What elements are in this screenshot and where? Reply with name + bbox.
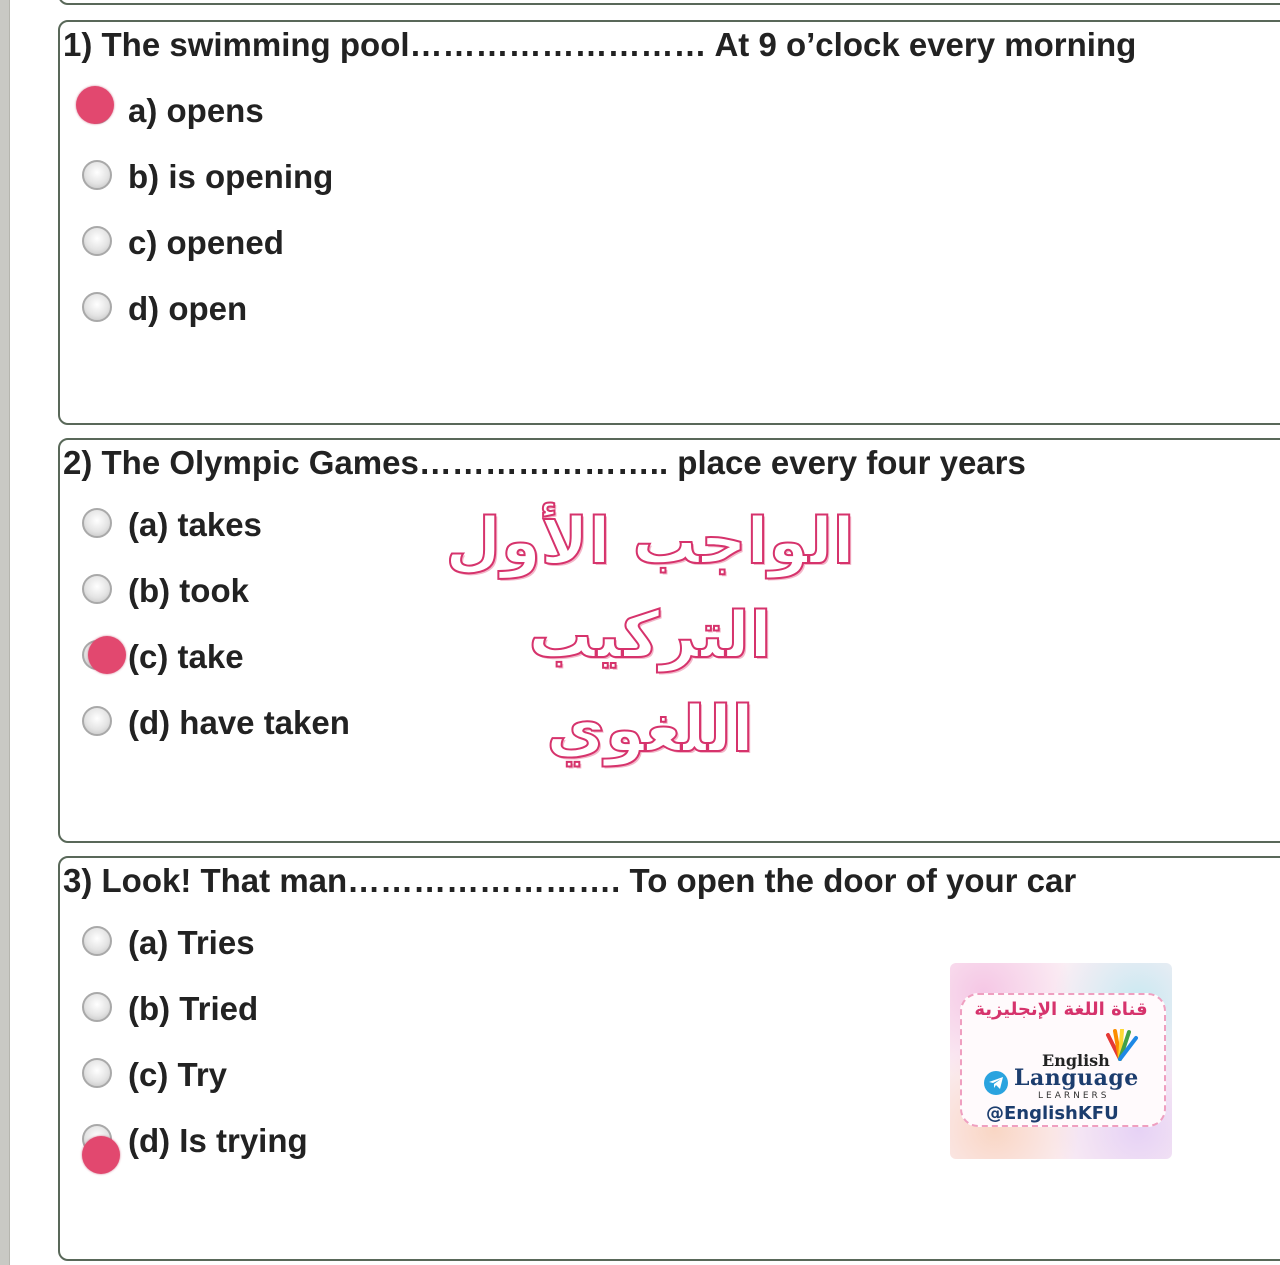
radio-button-icon[interactable] xyxy=(82,992,112,1022)
option-label: (c) take xyxy=(128,638,244,675)
option-label: (b) Tried xyxy=(128,990,259,1027)
radio-button-icon[interactable] xyxy=(82,292,112,322)
option-3c[interactable] xyxy=(82,1056,502,1100)
selected-mark-icon xyxy=(88,636,126,674)
option-3a[interactable] xyxy=(82,924,502,968)
option-3d[interactable] xyxy=(82,1122,502,1166)
telegram-icon xyxy=(984,1071,1008,1095)
option-label: (a) Tries xyxy=(128,924,255,961)
radio-button-icon[interactable] xyxy=(82,706,112,736)
radio-button-icon[interactable] xyxy=(82,1058,112,1088)
logo-learners: LEARNERS xyxy=(1038,1091,1110,1101)
option-label: (c) Try xyxy=(128,1056,228,1093)
radio-button-icon[interactable] xyxy=(82,508,112,538)
logo-arabic-name: قناة اللغة الإنجليزية xyxy=(974,999,1148,1020)
overlay-line-2: التركيب xyxy=(528,599,772,673)
logo-language: Language xyxy=(1014,1065,1139,1091)
homework-title-overlay xyxy=(430,495,870,777)
selected-mark-icon xyxy=(76,86,114,124)
logo-english: English xyxy=(1042,1051,1110,1070)
left-rail xyxy=(0,0,10,1265)
radio-button-icon[interactable] xyxy=(82,226,112,256)
radio-button-icon[interactable] xyxy=(82,160,112,190)
option-label: (d) have taken xyxy=(128,704,350,741)
question-text-1: 1) The swimming pool……………………… At 9 o’clock every morning xyxy=(63,26,1137,63)
question-box-1 xyxy=(58,20,1280,425)
overlay-line-1: الواجب الأول xyxy=(445,505,855,579)
question-text-3: 3) Look! That man……………………. To open the door of your car xyxy=(63,862,1077,899)
option-1a[interactable] xyxy=(82,92,502,136)
option-label: (a) takes xyxy=(128,506,262,543)
radio-button-icon[interactable] xyxy=(82,574,112,604)
option-1c[interactable] xyxy=(82,224,502,268)
channel-logo xyxy=(950,963,1172,1159)
previous-question-box-edge xyxy=(58,0,1280,5)
question-text-2: 2) The Olympic Games………………….. place every four years xyxy=(63,444,1026,481)
overlay-line-3: اللغوي xyxy=(546,693,754,767)
option-3b[interactable] xyxy=(82,990,502,1034)
option-1d[interactable] xyxy=(82,290,502,334)
option-label: d) open xyxy=(128,290,248,327)
option-label: (b) took xyxy=(128,572,249,609)
selected-mark-icon xyxy=(82,1136,120,1174)
option-1b[interactable] xyxy=(82,158,502,202)
option-label: b) is opening xyxy=(128,158,334,195)
option-label: (d) Is trying xyxy=(128,1122,308,1159)
option-label: a) opens xyxy=(128,92,264,129)
option-label: c) opened xyxy=(128,224,284,261)
logo-handle: @EnglishKFU xyxy=(986,1103,1119,1124)
radio-button-icon[interactable] xyxy=(82,926,112,956)
